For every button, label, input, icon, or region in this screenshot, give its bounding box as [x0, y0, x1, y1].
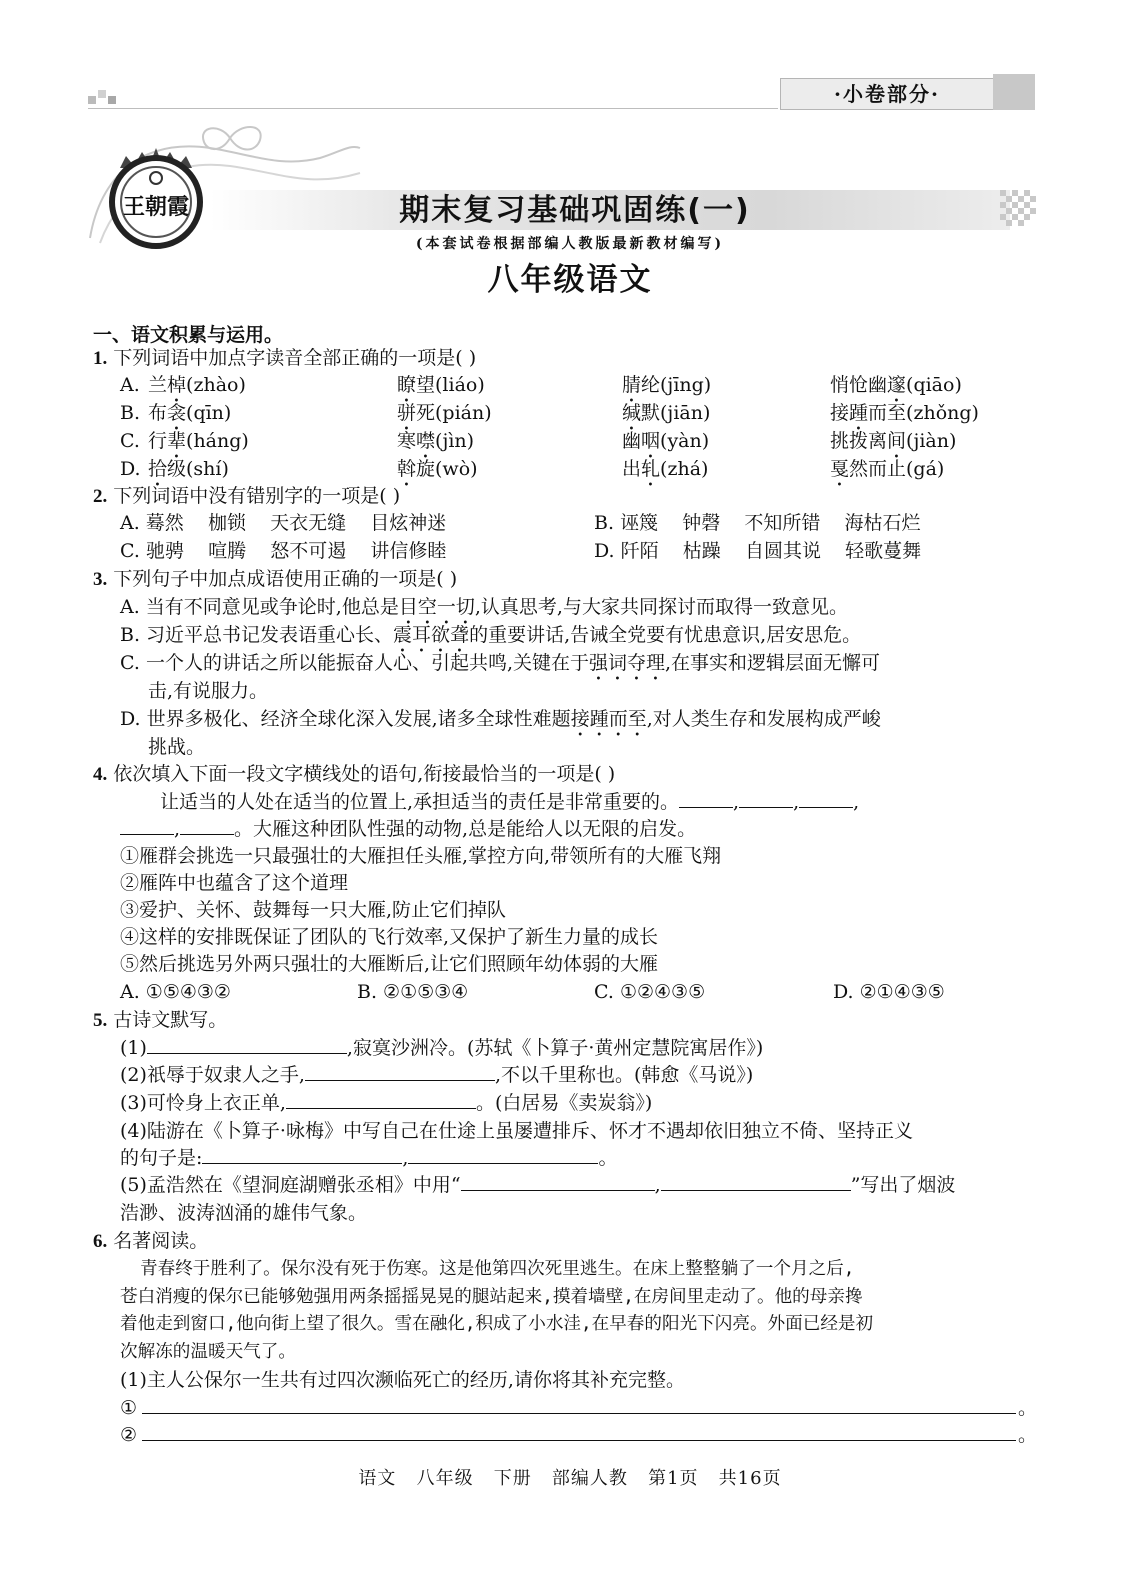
option-item: 幽咽(yàn) [622, 430, 710, 452]
question-number: 4. [93, 764, 108, 785]
option-item: 出轧(zhá) [622, 458, 709, 480]
question-3 [93, 566, 457, 593]
section-tab: ·小卷部分· [780, 78, 994, 110]
page-footer: 语文 八年级 下册 部编人教 第1页 共16页 [358, 1468, 782, 1489]
q3-option-b: B. 习近平总书记发表语重心长、震耳欲聋的重要讲话,告诫全党要有忧患意识,居安思危。 [120, 624, 862, 646]
fill-blank[interactable] [202, 1145, 402, 1164]
fill-blank[interactable] [286, 1090, 476, 1109]
option-label: D. [120, 458, 141, 480]
option-item: 兰棹(zhào) [148, 374, 246, 396]
publisher-logo-seal [100, 138, 212, 250]
question-6 [93, 1228, 208, 1255]
option-label: C. [120, 430, 140, 452]
option-label: A. [120, 374, 140, 396]
fill-blank[interactable] [461, 1172, 655, 1191]
fill-blank[interactable] [305, 1062, 495, 1081]
question-number: 2. [93, 486, 108, 507]
q5-line-5: (5)孟浩然在《望洞庭湖赠张丞相》中用“ , ”写出了烟波 [120, 1174, 956, 1196]
option-item: 缄默(jiān) [622, 402, 711, 424]
question-2 [93, 483, 400, 510]
answer-line-2[interactable] [142, 1440, 1016, 1441]
option-item: 腈纶(jīng) [622, 374, 712, 396]
fill-blank[interactable] [180, 816, 234, 835]
novel-passage-line: 苍白消瘦的保尔已能够勉强用两条摇摇晃晃的腿站起来,摸着墙壁,在房间里走动了。他的母亲搀 [120, 1287, 863, 1307]
option-label: B. [120, 402, 141, 424]
header-decoration-squares [88, 88, 128, 108]
section-tab-block [993, 74, 1035, 110]
q4-passage-line-2: , 。大雁这种团队性强的动物,总是能给人以无限的启发。 [120, 816, 696, 843]
option-item: 戛然而止(gá) [830, 458, 945, 480]
q3-option-d: D. 世界多极化、经济全球化深入发展,诸多全球性难题接踵而至,对人类生存和发展构成严峻 [120, 708, 881, 730]
q2-option-c: C. 驰骋 喧腾 怒不可遏 讲信修睦 [120, 540, 447, 562]
question-number: 6. [93, 1231, 108, 1252]
grade-title: 八年级语文 [487, 262, 653, 298]
fill-blank[interactable] [147, 1035, 347, 1054]
answer-end-mark: 。 [1018, 1424, 1038, 1446]
section-title: 一、语文积累与运用。 [93, 324, 284, 346]
question-stem: 古诗文默写。 [113, 1009, 228, 1031]
q1-option-row-b [120, 400, 1020, 427]
novel-passage-line: 青春终于胜利了。保尔没有死于伤寒。这是他第四次死里逃生。在床上整整躺了一个月之后, [140, 1259, 855, 1279]
q3-option-c-continued: 击,有说服力。 [148, 680, 269, 702]
fill-blank[interactable] [739, 789, 793, 808]
answer-end-mark: 。 [1018, 1397, 1038, 1419]
checker-decoration [1000, 190, 1040, 230]
question-stem: 名著阅读。 [113, 1230, 209, 1252]
q4-option-d: D. ②①④③⑤ [833, 981, 945, 1003]
answer-mark: ① [120, 1397, 138, 1419]
question-stem: 下列句子中加点成语使用正确的一项是( ) [113, 568, 458, 590]
question-stem: 依次填入下面一段文字横线处的语句,衔接最恰当的一项是( ) [113, 763, 616, 785]
fill-blank[interactable] [661, 1172, 851, 1191]
q1-option-row-d [120, 456, 1020, 483]
q2-option-d: D. 阡陌 枯躁 自圆其说 轻歌蔓舞 [594, 540, 922, 562]
option-item: 瞭望(liáo) [397, 374, 485, 396]
option-item: 布衾(qīn) [148, 402, 232, 424]
question-5 [93, 1007, 227, 1034]
q4-option-a: A. ①⑤④③② [120, 981, 231, 1003]
option-item: 寒噤(jìn) [397, 430, 475, 452]
q5-line-4-continued: 的句子是: , 。 [120, 1147, 618, 1169]
fill-blank[interactable] [679, 789, 733, 808]
q2-option-a: A. 蓦然 枷锁 天衣无缝 目炫神迷 [120, 512, 447, 534]
q5-line-1: (1) ,寂寞沙洲冷。(苏轼《卜算子·黄州定慧院寓居作》) [120, 1037, 764, 1059]
q6-sub-question-1: (1)主人公保尔一生共有过四次濒临死亡的经历,请你将其补充完整。 [120, 1369, 685, 1391]
q1-option-row-c [120, 428, 1020, 455]
fill-blank[interactable] [799, 789, 853, 808]
q4-passage-line-1: 让适当的人处在适当的位置上,承担适当的责任是非常重要的。 , , , [160, 791, 860, 813]
option-item: 悄怆幽邃(qiāo) [830, 374, 962, 396]
option-item: 斡旋(wò) [397, 458, 478, 480]
option-item: 骈死(pián) [397, 402, 492, 424]
logo-text: 王朝霞 [122, 194, 190, 220]
question-number: 5. [93, 1010, 108, 1031]
question-stem: 下列词语中没有错别字的一项是( ) [113, 485, 401, 507]
q3-option-d-continued: 挑战。 [148, 736, 206, 758]
header-rule [88, 108, 778, 109]
q3-option-a: A. 当有不同意见或争论时,他总是目空一切,认真思考,与大家共同探讨而取得一致意见。 [120, 596, 848, 618]
q4-sentence: ④这样的安排既保证了团队的飞行效率,又保护了新生力量的成长 [120, 926, 659, 948]
q4-sentence: ③爱护、关怀、鼓舞每一只大雁,防止它们掉队 [120, 899, 507, 921]
question-number: 3. [93, 569, 108, 590]
q5-line-2: (2)祇辱于奴隶人之手, ,不以千里称也。(韩愈《马说》) [120, 1064, 754, 1086]
question-4 [93, 761, 615, 788]
question-stem: 下列词语中加点字读音全部正确的一项是( ) [113, 347, 477, 369]
q5-line-3: (3)可怜身上衣正单, 。(白居易《卖炭翁》) [120, 1092, 653, 1114]
question-number: 1. [93, 348, 108, 369]
option-item: 挑拨离间(jiàn) [830, 430, 957, 452]
main-title: 期末复习基础巩固练(一) [399, 193, 751, 228]
q2-option-b: B. 诬篾 钟磬 不知所错 海枯石烂 [594, 512, 921, 534]
q4-sentence: ①雁群会挑选一只最强壮的大雁担任头雁,掌控方向,带领所有的大雁飞翔 [120, 845, 722, 867]
q4-option-c: C. ①②④③⑤ [594, 981, 706, 1003]
novel-passage-line: 次解冻的温暖天气了。 [120, 1342, 296, 1362]
option-item: 接踵而至(zhǒng) [830, 402, 979, 424]
q5-line-4: (4)陆游在《卜算子·咏梅》中写自己在仕途上虽屡遭排斥、怀才不遇却依旧独立不倚、坚持正义 [120, 1120, 913, 1142]
q4-sentence: ②雁阵中也蕴含了这个道理 [120, 872, 349, 894]
option-item: 拾级(shí) [148, 458, 229, 480]
option-item: 行辈(háng) [148, 430, 249, 452]
q4-sentence: ⑤然后挑选另外两只强壮的大雁断后,让它们照顾年幼体弱的大雁 [120, 953, 659, 975]
q4-options [120, 979, 1020, 1006]
question-1 [93, 345, 476, 372]
novel-passage-line: 着他走到窗口,他向街上望了很久。雪在融化,积成了小水洼,在早春的阳光下闪亮。外面已经是初 [120, 1314, 874, 1334]
q5-line-5-continued: 浩渺、波涛汹涌的雄伟气象。 [120, 1202, 368, 1224]
q4-option-b: B. ②①⑤③④ [357, 981, 469, 1003]
q1-option-row-a [120, 372, 1020, 399]
answer-line-1[interactable] [142, 1413, 1016, 1414]
answer-mark: ② [120, 1424, 138, 1446]
q3-option-c: C. 一个人的讲话之所以能振奋人心、引起共鸣,关键在于强词夺理,在事实和逻辑层面无懈可 [120, 652, 881, 674]
subtitle: (本套试卷根据部编人教版最新教材编写) [415, 236, 725, 252]
fill-blank[interactable] [408, 1145, 598, 1164]
fill-blank[interactable] [120, 816, 174, 835]
